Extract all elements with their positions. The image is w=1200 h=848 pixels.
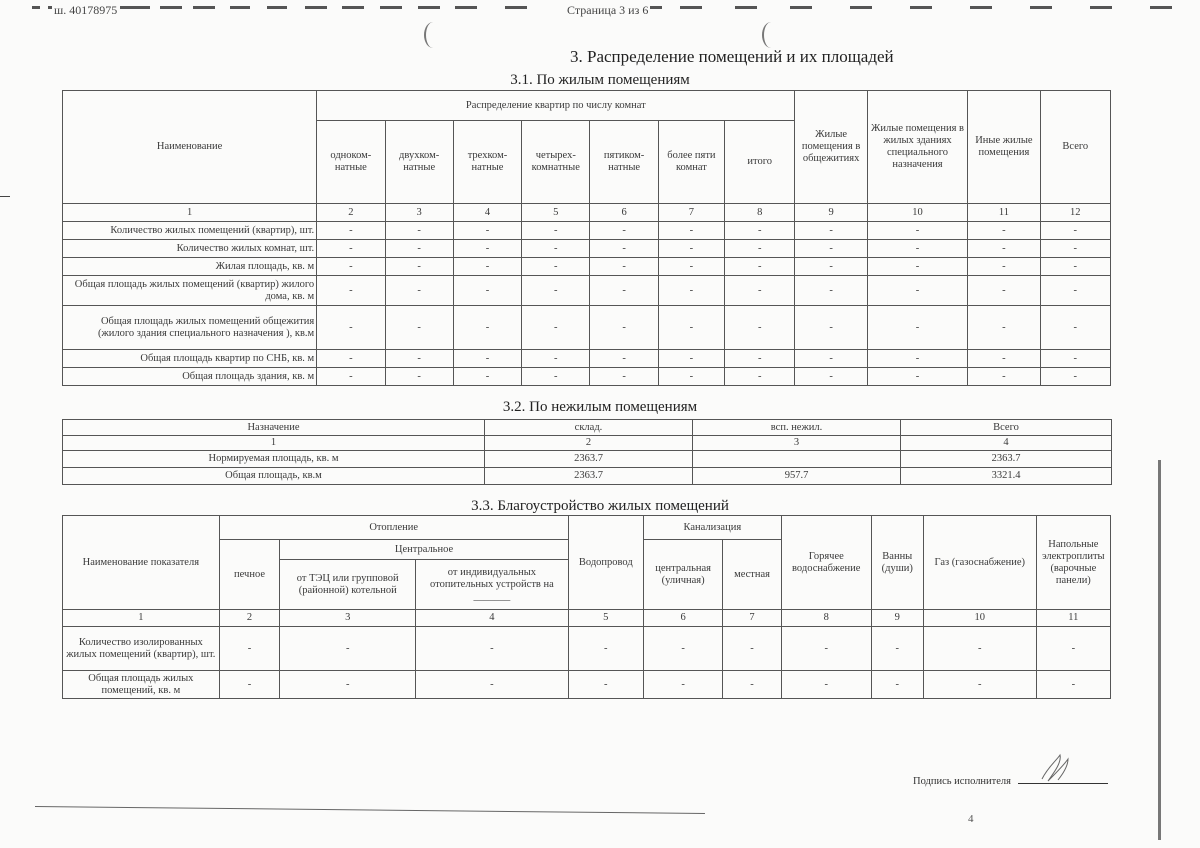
col-header-water: Водопровод — [568, 516, 643, 610]
col-header-rooms: трехком-натные — [453, 121, 521, 204]
col-header-rooms: одноком-натные — [317, 121, 385, 204]
row-label: Общая площадь здания, кв. м — [63, 368, 317, 386]
cell-value: - — [522, 240, 590, 258]
col-number: 9 — [871, 610, 923, 627]
col-number: 1 — [63, 610, 220, 627]
cell-value: - — [723, 671, 782, 699]
cell-value: - — [219, 627, 280, 671]
cell-value: - — [416, 627, 569, 671]
cell-value: - — [590, 350, 658, 368]
cell-value: - — [968, 276, 1040, 306]
cell-value: - — [453, 240, 521, 258]
col-number: 8 — [725, 204, 795, 222]
cell-value: - — [1040, 306, 1110, 350]
scan-dash — [120, 6, 150, 9]
cell-value: - — [725, 368, 795, 386]
cell-value: - — [1040, 276, 1110, 306]
col-number: 2 — [317, 204, 385, 222]
cell-value: - — [658, 258, 724, 276]
cell-value: - — [867, 368, 967, 386]
cell-value: - — [867, 276, 967, 306]
scan-dash — [505, 6, 527, 9]
cell-value: - — [590, 276, 658, 306]
scan-header-strip — [0, 0, 1200, 20]
scan-dash — [970, 6, 992, 9]
cell-value: - — [658, 306, 724, 350]
nonresidential-table — [62, 419, 1112, 485]
nonresidential-subtitle: 3.2. По нежилым помещениям — [502, 399, 698, 415]
col-number: 4 — [453, 204, 521, 222]
cell-value: - — [385, 240, 453, 258]
cell-value: - — [219, 671, 280, 699]
scan-dash — [910, 6, 932, 9]
row-label: Количество изолированных жилых помещений (квартир), шт. — [63, 627, 220, 671]
cell-value: - — [795, 368, 867, 386]
cell-value: - — [725, 350, 795, 368]
cell-value: - — [568, 671, 643, 699]
margin-mark — [0, 196, 10, 197]
cell-value: - — [968, 368, 1040, 386]
row-label: Общая площадь жилых помещений общежития (жилого здания специального назначения ), кв.м — [63, 306, 317, 350]
cell-value: - — [725, 306, 795, 350]
cell-value: - — [1036, 627, 1110, 671]
cell-value: - — [522, 306, 590, 350]
cell-value: - — [923, 627, 1036, 671]
residential-table — [62, 90, 1111, 386]
scan-dash — [418, 6, 440, 9]
cell-value: - — [385, 350, 453, 368]
cell-value: - — [453, 222, 521, 240]
cell-value: - — [795, 240, 867, 258]
scan-dash — [342, 6, 364, 9]
amenities-subtitle: 3.3. Благоустройство жилых помещений — [471, 498, 729, 514]
scan-dash — [1150, 6, 1172, 9]
col-number: 8 — [781, 610, 871, 627]
cell-value: - — [781, 671, 871, 699]
amenities-table — [62, 515, 1111, 699]
col-header-sewer-local: местная — [723, 540, 782, 610]
cell-value: - — [1040, 258, 1110, 276]
cell-value: - — [317, 258, 385, 276]
col-header-rooms: двухком-натные — [385, 121, 453, 204]
col-header-central-individual: от индивидуальных отопительных устройств на _______ — [416, 560, 569, 610]
cell-value: 3321.4 — [901, 468, 1112, 485]
col-header-rooms: пятиком-натные — [590, 121, 658, 204]
col-number: 12 — [1040, 204, 1110, 222]
scan-dash — [32, 6, 40, 9]
cell-value: - — [453, 368, 521, 386]
col-number: 10 — [867, 204, 967, 222]
cell-value: - — [658, 240, 724, 258]
signature-scribble-icon — [1038, 753, 1078, 783]
row-label: Общая площадь жилых помещений (квартир) жилого дома, кв. м — [63, 276, 317, 306]
signature-line — [1018, 773, 1108, 784]
cell-value: - — [522, 350, 590, 368]
cell-value: - — [453, 306, 521, 350]
cell-value: - — [968, 306, 1040, 350]
col-header-other: Иные жилые помещения — [968, 91, 1040, 204]
cell-value: - — [590, 368, 658, 386]
cell-value: - — [658, 276, 724, 306]
table-row — [63, 240, 1111, 258]
cell-value: - — [968, 350, 1040, 368]
table-row — [63, 451, 1112, 468]
punch-hole-mark — [762, 22, 780, 48]
column-number-row — [63, 204, 1111, 222]
cell-value: - — [317, 306, 385, 350]
col-number: 4 — [901, 436, 1112, 451]
cell-value: - — [568, 627, 643, 671]
col-header-stove: печное — [219, 540, 280, 610]
cell-value: - — [968, 258, 1040, 276]
cell-value: - — [590, 240, 658, 258]
row-label: Общая площадь квартир по СНБ, кв. м — [63, 350, 317, 368]
cell-value: - — [871, 627, 923, 671]
cell-value: - — [317, 240, 385, 258]
cell-value: - — [590, 258, 658, 276]
cell-value: - — [522, 222, 590, 240]
punch-hole-mark — [424, 22, 442, 48]
col-number: 9 — [795, 204, 867, 222]
row-label: Общая площадь, кв.м — [63, 468, 485, 485]
table-row — [63, 468, 1112, 485]
page-edge — [1158, 460, 1161, 840]
cell-value: - — [522, 258, 590, 276]
cell-value: - — [795, 276, 867, 306]
signature-block — [913, 773, 1108, 787]
cell-value: - — [725, 258, 795, 276]
col-number: 11 — [1036, 610, 1110, 627]
table-row — [63, 276, 1111, 306]
cell-value: 2363.7 — [901, 451, 1112, 468]
cell-value: - — [385, 276, 453, 306]
cell-value: 957.7 — [693, 468, 901, 485]
cell-value: - — [385, 306, 453, 350]
col-header-name: Наименование — [63, 91, 317, 204]
scan-dash — [160, 6, 182, 9]
scan-dash — [1030, 6, 1052, 9]
col-header-rooms: более пяти комнат — [658, 121, 724, 204]
col-group-central: Центральное — [280, 540, 568, 560]
col-header-rooms: четырех-комнатные — [522, 121, 590, 204]
bottom-rule — [35, 806, 705, 814]
cell-value: - — [867, 350, 967, 368]
col-header-gas: Газ (газоснабжение) — [923, 516, 1036, 610]
document-id: ш. 40178975 — [54, 3, 118, 17]
cell-value: - — [1040, 350, 1110, 368]
scan-dash — [1090, 6, 1112, 9]
cell-value: - — [317, 276, 385, 306]
row-label: Жилая площадь, кв. м — [63, 258, 317, 276]
col-number: 10 — [923, 610, 1036, 627]
table-row — [63, 368, 1111, 386]
col-number: 7 — [723, 610, 782, 627]
col-number: 3 — [385, 204, 453, 222]
column-number-row — [63, 436, 1112, 451]
row-label: Количество жилых комнат, шт. — [63, 240, 317, 258]
cell-value: - — [385, 222, 453, 240]
table-row — [63, 222, 1111, 240]
col-header-purpose: Назначение — [63, 420, 485, 436]
cell-value: - — [867, 258, 967, 276]
col-number: 11 — [968, 204, 1040, 222]
cell-value: - — [280, 671, 416, 699]
col-number: 7 — [658, 204, 724, 222]
cell-value: - — [725, 222, 795, 240]
cell-value: - — [871, 671, 923, 699]
table-row — [63, 258, 1111, 276]
cell-value: - — [867, 240, 967, 258]
cell-value: 2363.7 — [485, 451, 693, 468]
col-header-electric-stoves: Напольные электроплиты (варочные панели) — [1036, 516, 1110, 610]
cell-value: - — [643, 671, 722, 699]
col-group-rooms: Распределение квартир по числу комнат — [317, 91, 795, 121]
col-header-auxiliary: всп. нежил. — [693, 420, 901, 436]
scan-dash — [193, 6, 215, 9]
cell-value: - — [658, 222, 724, 240]
cell-value: - — [453, 350, 521, 368]
cell-value: - — [867, 306, 967, 350]
col-header-dormitory: Жилые помещения в общежитиях — [795, 91, 867, 204]
cell-value: - — [781, 627, 871, 671]
cell-value: - — [317, 222, 385, 240]
cell-value: - — [317, 368, 385, 386]
scan-dash — [735, 6, 757, 9]
row-label: Нормируемая площадь, кв. м — [63, 451, 485, 468]
col-header-special: Жилые помещения в жилых зданиях специального назначения — [867, 91, 967, 204]
col-header-sewer-central: центральная (уличная) — [643, 540, 722, 610]
residential-subtitle: 3.1. По жилым помещениям — [510, 72, 690, 88]
scan-dash — [230, 6, 250, 9]
page-mark: 4 — [968, 813, 974, 825]
col-number: 1 — [63, 204, 317, 222]
cell-value: - — [590, 222, 658, 240]
cell-value: - — [385, 368, 453, 386]
col-header-rooms: итого — [725, 121, 795, 204]
cell-value: - — [658, 350, 724, 368]
col-number: 3 — [693, 436, 901, 451]
section-title: 3. Распределение помещений и их площадей — [570, 47, 894, 66]
page-number: Страница 3 из 6 — [567, 3, 649, 17]
cell-value: - — [280, 627, 416, 671]
cell-value: - — [795, 222, 867, 240]
cell-value: - — [1040, 240, 1110, 258]
col-group-sewer: Канализация — [643, 516, 781, 540]
cell-value: - — [385, 258, 453, 276]
scan-dash — [850, 6, 872, 9]
cell-value — [693, 451, 901, 468]
col-number: 6 — [643, 610, 722, 627]
scan-dash — [455, 6, 477, 9]
col-header-total: Всего — [901, 420, 1112, 436]
cell-value: - — [1040, 368, 1110, 386]
cell-value: - — [1036, 671, 1110, 699]
cell-value: - — [725, 276, 795, 306]
scan-dash — [305, 6, 327, 9]
column-number-row — [63, 610, 1111, 627]
cell-value: - — [723, 627, 782, 671]
table-row — [63, 306, 1111, 350]
table-row — [63, 350, 1111, 368]
cell-value: - — [795, 258, 867, 276]
cell-value: - — [643, 627, 722, 671]
scan-dash — [790, 6, 812, 9]
col-number: 2 — [219, 610, 280, 627]
col-header-hot-water: Горячее водоснабжение — [781, 516, 871, 610]
table-row — [63, 627, 1111, 671]
cell-value: - — [867, 222, 967, 240]
col-number: 6 — [590, 204, 658, 222]
col-header-baths: Ванны (души) — [871, 516, 923, 610]
cell-value: - — [795, 350, 867, 368]
scan-dash — [680, 6, 702, 9]
col-number: 5 — [568, 610, 643, 627]
cell-value: - — [522, 368, 590, 386]
cell-value: - — [317, 350, 385, 368]
cell-value: - — [1040, 222, 1110, 240]
col-header-central-tec: от ТЭЦ или групповой (районной) котельной — [280, 560, 416, 610]
cell-value: - — [725, 240, 795, 258]
cell-value: - — [795, 306, 867, 350]
col-header-storage: склад. — [485, 420, 693, 436]
col-header-total: Всего — [1040, 91, 1110, 204]
row-label: Общая площадь жилых помещений, кв. м — [63, 671, 220, 699]
col-number: 1 — [63, 436, 485, 451]
col-group-heating: Отопление — [219, 516, 568, 540]
col-number: 3 — [280, 610, 416, 627]
cell-value: - — [453, 258, 521, 276]
cell-value: - — [968, 222, 1040, 240]
scan-dash — [380, 6, 402, 9]
scan-dash — [267, 6, 287, 9]
cell-value: - — [923, 671, 1036, 699]
table-row — [63, 671, 1111, 699]
cell-value: - — [453, 276, 521, 306]
cell-value: - — [968, 240, 1040, 258]
cell-value: 2363.7 — [485, 468, 693, 485]
cell-value: - — [416, 671, 569, 699]
signature-label: Подпись исполнителя — [913, 776, 1011, 787]
cell-value: - — [658, 368, 724, 386]
col-number: 5 — [522, 204, 590, 222]
cell-value: - — [590, 306, 658, 350]
col-header-indicator: Наименование показателя — [63, 516, 220, 610]
cell-value: - — [522, 276, 590, 306]
row-label: Количество жилых помещений (квартир), шт. — [63, 222, 317, 240]
col-number: 2 — [485, 436, 693, 451]
col-number: 4 — [416, 610, 569, 627]
